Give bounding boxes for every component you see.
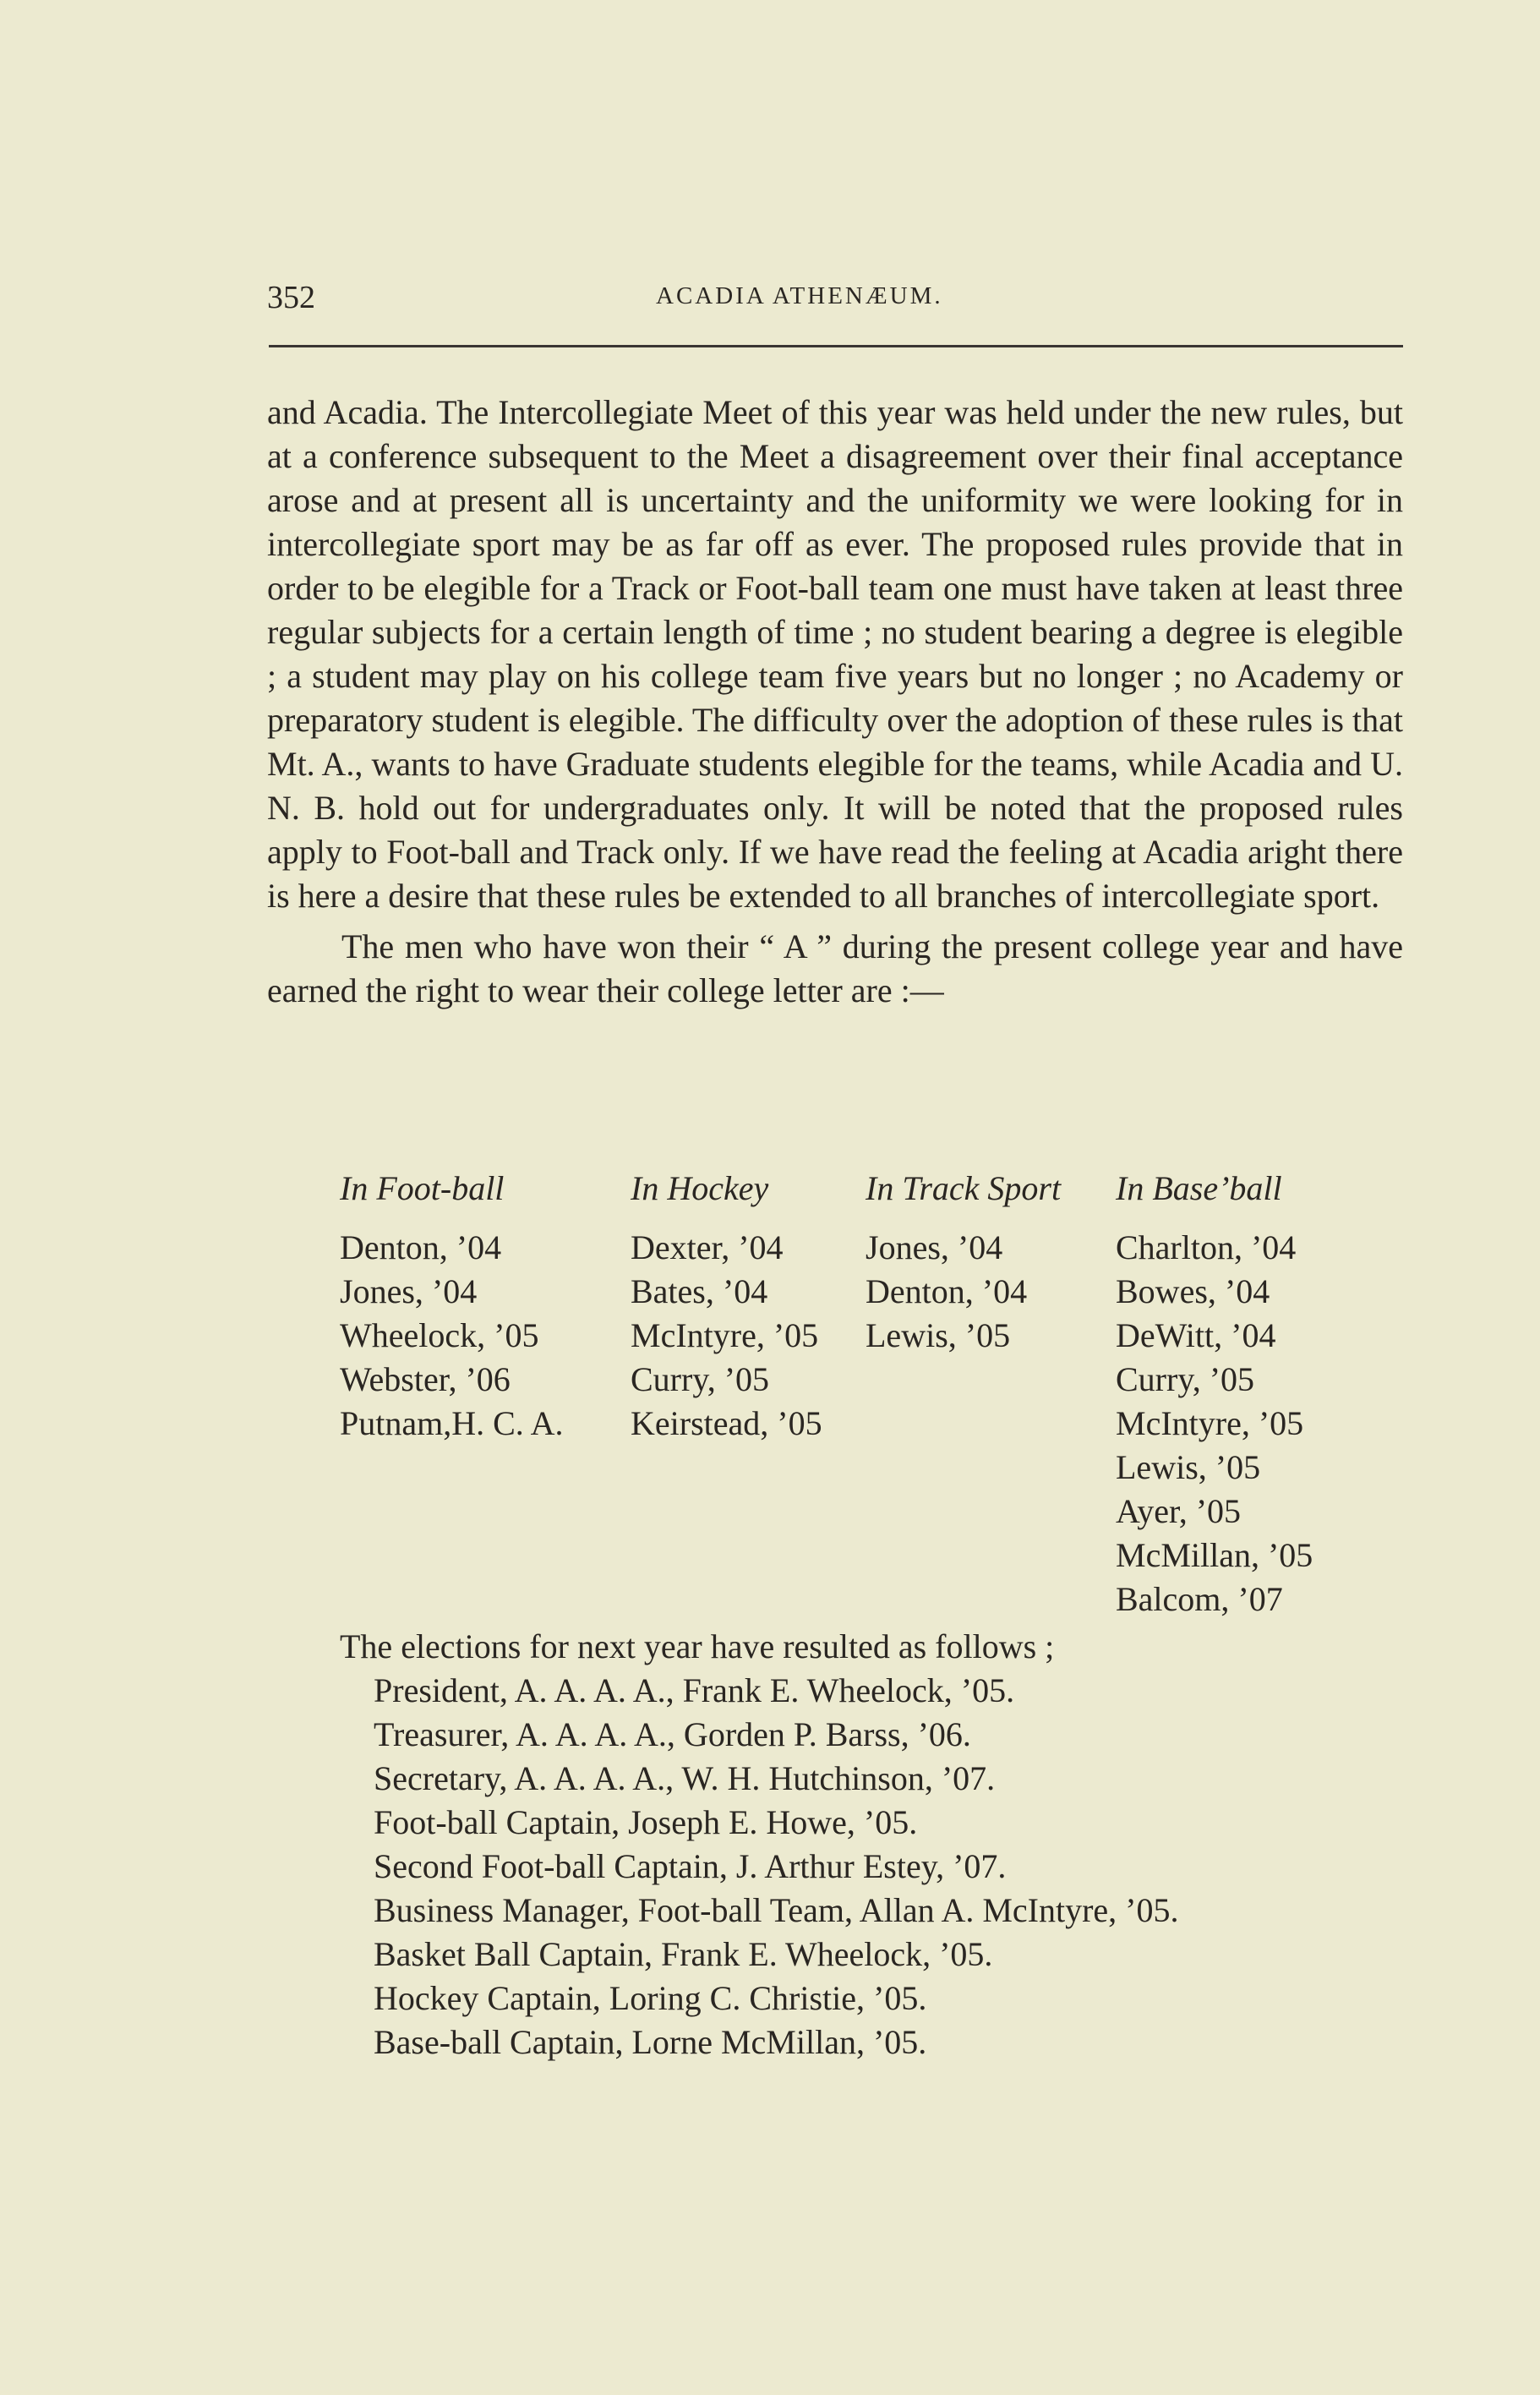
football-heading: In Foot-ball (340, 1169, 505, 1207)
football-member: Jones, ’04 (340, 1272, 478, 1310)
page-header (267, 279, 1403, 321)
hockey-member: Bates, ’04 (631, 1272, 768, 1310)
baseball-heading: In Base’ball (1116, 1169, 1282, 1207)
running-title: ACADIA ATHENÆUM. (656, 282, 943, 309)
baseball-member: DeWitt, ’04 (1116, 1316, 1276, 1354)
election-item: Secretary, A. A. A. A., W. H. Hutchinson, ’07. (374, 1759, 996, 1797)
letter-winners-table (340, 1167, 1371, 1618)
page-number: 352 (267, 280, 315, 315)
baseball-member: Charlton, ’04 (1116, 1228, 1297, 1266)
hockey-member: Curry, ’05 (631, 1360, 770, 1398)
football-member: Denton, ’04 (340, 1228, 502, 1266)
track-member: Denton, ’04 (866, 1272, 1028, 1310)
football-member: Webster, ’06 (340, 1360, 511, 1398)
election-item: Treasurer, A. A. A. A., Gorden P. Barss, ’06. (374, 1715, 971, 1753)
election-item: Second Foot-ball Captain, J. Arthur Estey, ’07. (374, 1847, 1007, 1885)
hockey-member: McIntyre, ’05 (631, 1316, 819, 1354)
hockey-column (631, 1167, 822, 1446)
hockey-heading: In Hockey (631, 1169, 769, 1207)
election-item: Basket Ball Captain, Frank E. Wheelock, ’05. (374, 1935, 993, 1973)
paragraph-letter-winners: The men who have won their “ A ” during the present college year and have earned the right to wear their college letter are :— (267, 927, 1403, 1009)
baseball-member: Lewis, ’05 (1116, 1448, 1261, 1486)
hockey-member: Keirstead, ’05 (631, 1404, 822, 1442)
baseball-member: McIntyre, ’05 (1116, 1404, 1304, 1442)
elections-section (340, 1625, 1405, 2064)
track-column (866, 1167, 1061, 1358)
baseball-member: Curry, ’05 (1116, 1360, 1255, 1398)
baseball-column (1116, 1167, 1313, 1621)
track-member: Lewis, ’05 (866, 1316, 1011, 1354)
track-member: Jones, ’04 (866, 1228, 1003, 1266)
baseball-member: Bowes, ’04 (1116, 1272, 1270, 1310)
football-member: Wheelock, ’05 (340, 1316, 539, 1354)
hockey-member: Dexter, ’04 (631, 1228, 784, 1266)
election-item: Foot-ball Captain, Joseph E. Howe, ’05. (374, 1803, 918, 1841)
body-text (267, 391, 1403, 1013)
election-item: President, A. A. A. A., Frank E. Wheelock, ’05. (374, 1671, 1015, 1709)
baseball-member: Balcom, ’07 (1116, 1580, 1283, 1618)
football-column (340, 1167, 563, 1446)
football-member: Putnam,H. C. A. (340, 1404, 564, 1442)
election-item: Business Manager, Foot-ball Team, Allan A. McIntyre, ’05. (374, 1891, 1179, 1929)
header-rule (269, 345, 1403, 347)
paragraph-intercollegiate-rules: and Acadia. The Intercollegiate Meet of this year was held under the new rules, but at a conference subsequent to the Meet a disagreement over their final acceptance arose and at present all is uncertainty and the uniformity we were looking for in intercollegiate sport may be as far off as ever. The proposed rules provide that in order to be elegible for a Track or Foot-ball team one must have taken at least three regular subjects for a certain length of time ; no student bearing a degree is elegible ; a student may play on his college team five years but no longer ; no Academy or preparatory student is elegible. The difficulty over the adoption of these rules is that Mt. A., wants to have Graduate students elegible for the teams, while Acadia and U. N. B. hold out for undergraduates only. It will be noted that the proposed rules apply to Foot-ball and Track only. If we have read the feeling at Acadia aright there is here a desire that these rules be extended to all branches of intercollegiate sport. (267, 393, 1403, 915)
track-heading: In Track Sport (866, 1169, 1062, 1207)
election-item: Base-ball Captain, Lorne McMillan, ’05. (374, 2023, 927, 2061)
baseball-member: Ayer, ’05 (1116, 1492, 1242, 1530)
election-item: Hockey Captain, Loring C. Christie, ’05. (374, 1979, 927, 2017)
baseball-member: McMillan, ’05 (1116, 1536, 1313, 1574)
elections-intro: The elections for next year have resulted as follows ; (340, 1627, 1055, 1665)
